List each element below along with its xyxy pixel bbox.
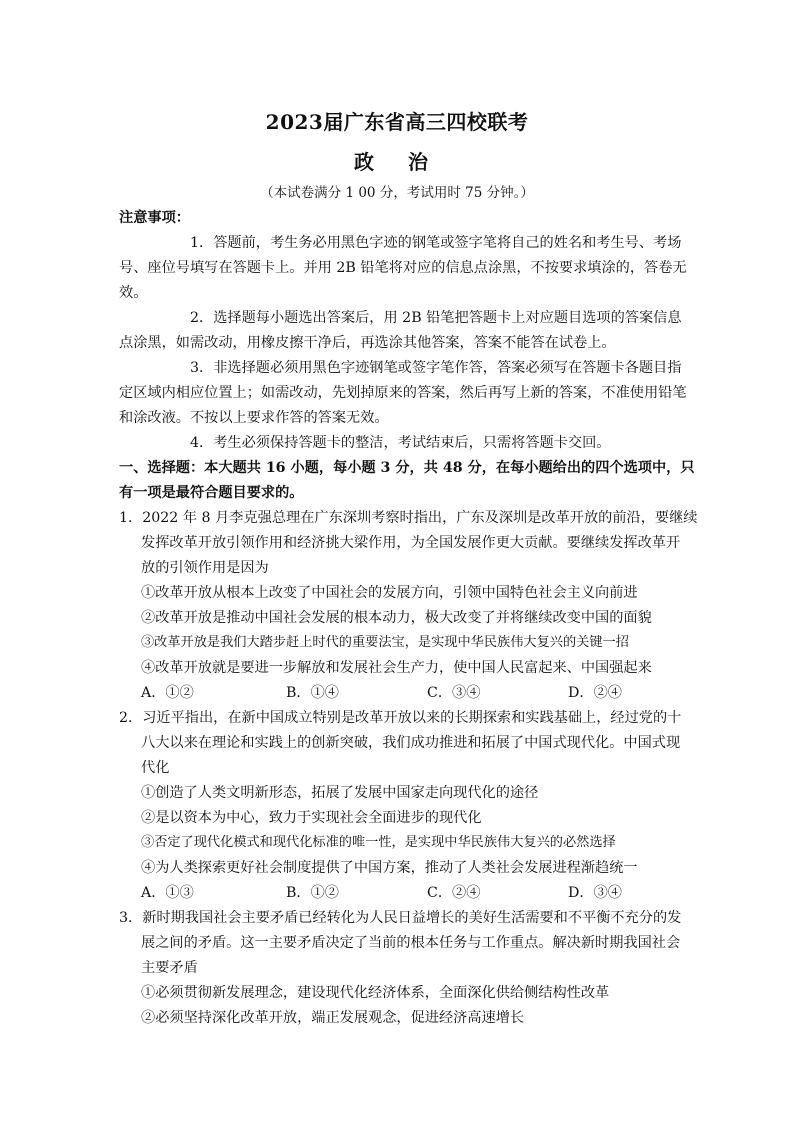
option-d[interactable]: D．②④	[568, 685, 622, 701]
exam-note: （本试卷满分 1 00 分，考试用时 75 分钟。）	[260, 185, 534, 201]
subject-char-1: 政	[354, 150, 386, 174]
option-a[interactable]: A．①③	[141, 885, 194, 901]
answer-options	[141, 681, 661, 705]
notice-line: 3．非选择题必须用黑色字迹钢笔或签字笔作答，答案必须写在答题卡各题目指	[190, 360, 682, 376]
notice-line: 4．考生必须保持答题卡的整洁，考试结束后，只需将答题卡交回。	[190, 435, 611, 451]
question-stem: 3．新时期我国社会主要矛盾已经转化为人民日益增长的美好生活需要和不平衡不充分的发	[119, 910, 682, 926]
question-stem: 八大以来在理论和实践上的创新突破，我们成功推进和拓展了中国式现代化。中国式现	[141, 735, 681, 751]
option-b[interactable]: B．①④	[286, 685, 339, 701]
question-item: ④为人类探索更好社会制度提供了中国方案，推动了人类社会发展进程渐趋统一	[141, 860, 638, 876]
notice-line: 定区域内相应位置上；如需改动，先划掉原来的答案，然后再写上新的答案，不准使用铅笔	[119, 385, 687, 401]
option-a[interactable]: A．①②	[141, 685, 194, 701]
question-stem: 代化	[141, 760, 170, 776]
question-item: ②是以资本为中心，致力于实现社会全面进步的现代化	[141, 810, 482, 826]
notice-line: 1．答题前，考生务必用黑色字迹的钢笔或签字笔将自己的姓名和考生号、考场	[190, 235, 682, 251]
question-stem: 主要矛盾	[141, 960, 198, 976]
section-heading: 一、选择题：本大题共 16 小题，每小题 3 分，共 48 分，在每小题给出的四个选项中，只	[119, 460, 695, 476]
notice-line: 和涂改液。不按以上要求作答的答案无效。	[119, 410, 389, 426]
question-stem: 2．习近平指出，在新中国成立特别是改革开放以来的长期探索和实践基础上，经过党的十	[119, 710, 682, 726]
option-d[interactable]: D．③④	[568, 885, 622, 901]
option-c[interactable]: C．②④	[427, 885, 481, 901]
question-item: ①创造了人类文明新形态，拓展了发展中国家走向现代化的途径	[141, 785, 539, 801]
notice-line: 号、座位号填写在答题卡上。并用 2B 铅笔将对应的信息点涂黑，不按要求填涂的，答卷无	[119, 260, 687, 276]
question-stem: 1．2022 年 8 月李克强总理在广东深圳考察时指出，广东及深圳是改革开放的前沿，要继续	[119, 510, 698, 526]
notice-line: 点涂黑，如需改动，用橡皮擦干净后，再选涂其他答案，答案不能答在试卷上。	[119, 335, 616, 351]
question-item: ②必须坚持深化改革开放，端正发展观念，促进经济高速增长	[141, 1010, 525, 1026]
subject-char-2: 治	[408, 150, 440, 174]
question-item: ③改革开放是我们大踏步赶上时代的重要法宝，是实现中华民族伟大复兴的关键一招	[141, 635, 629, 650]
section-heading: 有一项是最符合题目要求的。	[119, 485, 304, 501]
answer-options	[141, 881, 661, 905]
question-item: ③否定了现代化模式和现代化标准的唯一性，是实现中华民族伟大复兴的必然选择	[141, 835, 616, 850]
question-stem: 展之间的矛盾。这一主要矛盾决定了当前的根本任务与工作重点。解决新时期我国社会	[141, 935, 681, 951]
question-item: ②改革开放是推动中国社会发展的根本动力，极大改变了并将继续改变中国的面貌	[141, 610, 652, 626]
subject-title	[0, 146, 794, 175]
question-stem: 放的引领作用是因为	[141, 560, 269, 576]
exam-title: 2023届广东省高三四校联考	[265, 110, 529, 134]
notice-line: 2．选择题每小题选出答案后，用 2B 铅笔把答题卡上对应题目选项的答案信息	[190, 310, 682, 326]
notice-heading: 注意事项：	[119, 210, 190, 226]
option-c[interactable]: C．③④	[427, 685, 481, 701]
question-item: ④改革开放就是要进一步解放和发展社会生产力，使中国人民富起来、中国强起来	[141, 660, 652, 676]
notice-line: 效。	[119, 285, 148, 301]
option-b[interactable]: B．①②	[286, 885, 339, 901]
question-item: ①必须贯彻新发展理念，建设现代化经济体系，全面深化供给侧结构性改革	[141, 985, 610, 1001]
question-stem: 发挥改革开放引领作用和经济挑大梁作用，为全国发展作更大贡献。要继续发挥改革开	[141, 535, 681, 551]
question-item: ①改革开放从根本上改变了中国社会的发展方向，引领中国特色社会主义向前进	[141, 585, 638, 601]
